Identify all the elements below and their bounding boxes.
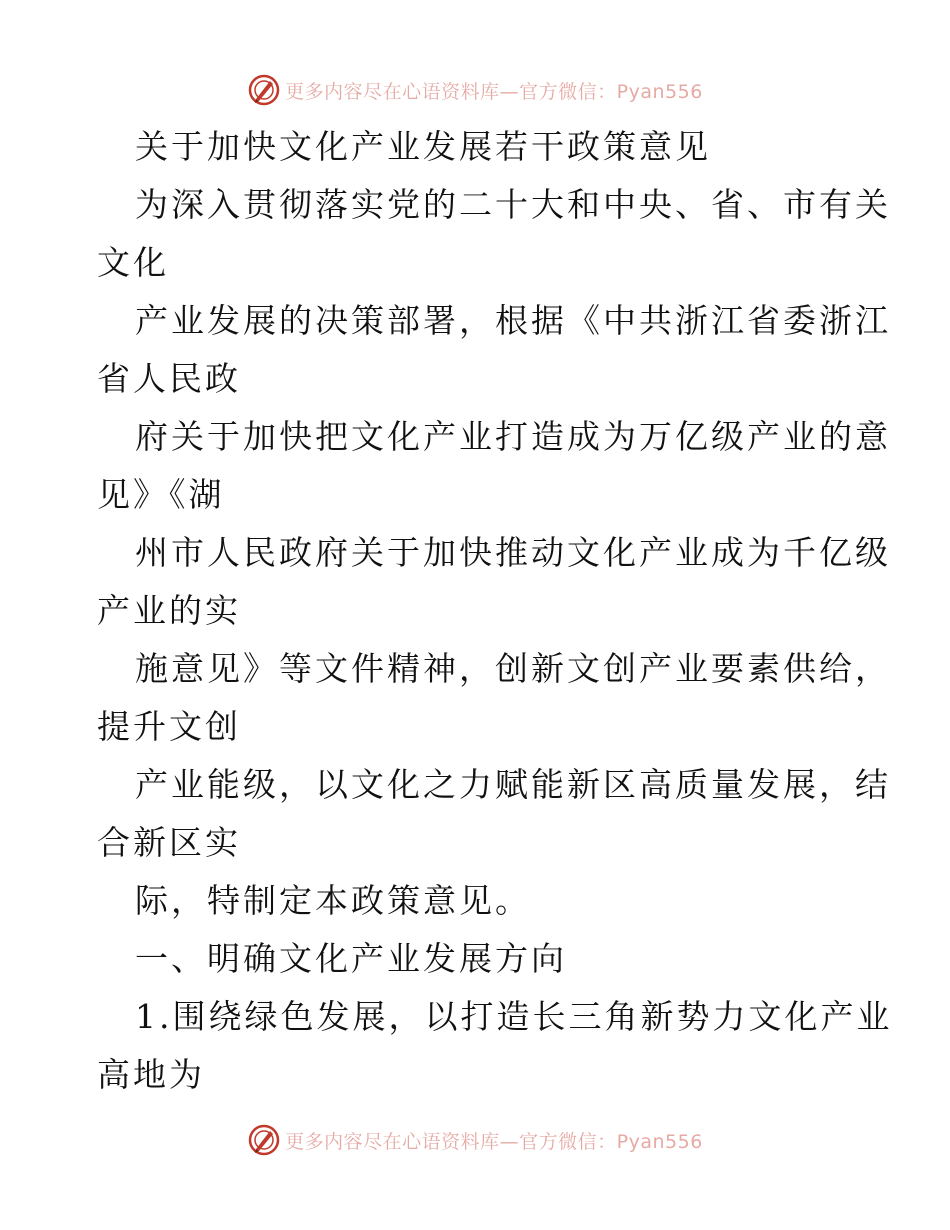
text-line: 一、明确文化产业发展方向	[135, 939, 567, 978]
pen-circle-logo-icon	[247, 73, 281, 107]
text-line: 州市人民政府关于加快推动文化产业成为千亿级	[135, 533, 891, 572]
text-line: 际，特制定本政策意见。	[135, 881, 531, 920]
footer-watermark-banner	[0, 1120, 950, 1160]
watermark-text: 更多内容尽在心语资料库—官方微信：Pyan556	[285, 80, 703, 103]
text-line: 提升文创	[97, 707, 241, 746]
text-line: 产业发展的决策部署，根据《中共浙江省委浙江	[135, 301, 891, 340]
text-line: 府关于加快把文化产业打造成为万亿级产业的意	[135, 417, 891, 456]
pen-circle-logo-icon	[247, 1123, 281, 1157]
watermark-text: 更多内容尽在心语资料库—官方微信：Pyan556	[285, 1130, 703, 1153]
header-watermark-banner	[0, 70, 950, 110]
text-line: 关于加快文化产业发展若干政策意见	[135, 127, 711, 166]
text-line: 为深入贯彻落实党的二十大和中央、省、市有关	[135, 185, 891, 224]
text-line: 产业能级，以文化之力赋能新区高质量发展，结	[135, 765, 891, 804]
text-line: 文化	[97, 243, 169, 282]
text-line: 见》《湖	[97, 475, 225, 514]
text-line: 施意见》等文件精神，创新文创产业要素供给，	[135, 649, 891, 688]
text-line: 产业的实	[97, 591, 241, 630]
document-body	[97, 118, 893, 1104]
text-line: 合新区实	[97, 823, 241, 862]
text-line: 1.围绕绿色发展，以打造长三角新势力文化产业	[135, 997, 893, 1036]
text-line: 省人民政	[97, 359, 241, 398]
text-line: 高地为	[97, 1055, 205, 1094]
